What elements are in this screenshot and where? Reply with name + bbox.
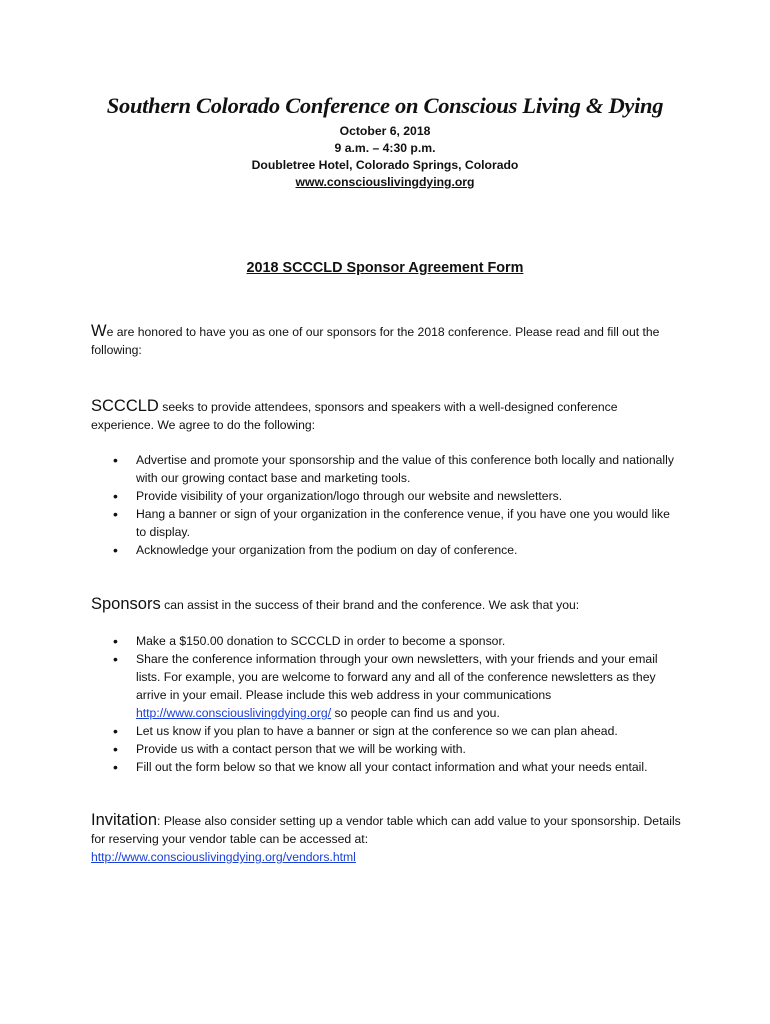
list-item: • Provide us with a contact person that we will be working with. — [91, 740, 681, 758]
list-item: • Let us know if you plan to have a banner or sign at the conference so we can plan ahead. — [91, 722, 681, 740]
list-item — [91, 650, 681, 722]
event-website[interactable]: www.consciouslivingdying.org — [295, 175, 475, 189]
intro-lead: W — [91, 322, 107, 340]
list-item-text: Share the conference information through your own newsletters, with your friends and your email lists. For example, you are welcome to forward any and all of the conference newsletters as they arrive in your email. Please include this web address in your communications — [136, 652, 658, 702]
intro-text: e are honored to have you as one of our sponsors for the 2018 conference. Please read and fill out the following: — [91, 325, 660, 357]
list-item: • Make a $150.00 donation to SCCCLD in order to become a sponsor. — [91, 632, 681, 650]
list-item: • Provide visibility of your organization/logo through our website and newsletters. — [91, 487, 681, 505]
list-item: • Advertise and promote your sponsorship and the value of this conference both locally and nationally with our growing contact base and marketing tools. — [91, 451, 681, 487]
sponsors-list — [91, 632, 681, 776]
scccld-text: seeks to provide attendees, sponsors and speakers with a well-designed conference experience. We agree to do the following: — [91, 400, 618, 432]
list-item: • Hang a banner or sign of your organization in the conference venue, if you have one you would like to display. — [91, 505, 681, 541]
event-time: 9 a.m. – 4:30 p.m. — [334, 141, 436, 155]
scccld-paragraph — [91, 397, 681, 434]
sponsors-text: can assist in the success of their brand and the conference. We ask that you: — [160, 598, 580, 612]
invitation-lead: Invitation — [91, 811, 158, 829]
sponsors-paragraph — [91, 595, 681, 614]
list-item: • Acknowledge your organization from the podium on day of conference. — [91, 541, 681, 559]
scccld-lead: SCCCLD — [91, 397, 159, 415]
vendors-link[interactable]: http://www.consciouslivingdying.org/vendors.html — [91, 850, 356, 864]
intro-paragraph — [91, 322, 681, 359]
scccld-list — [91, 451, 681, 559]
website-link[interactable]: http://www.consciouslivingdying.org/ — [136, 706, 332, 720]
document-title: Southern Colorado Conference on Conscious Living & Dying — [106, 93, 664, 118]
form-title: 2018 SCCCLD Sponsor Agreement Form — [246, 260, 524, 276]
event-date: October 6, 2018 — [339, 124, 431, 138]
invitation-text: : Please also consider setting up a vendor table which can add value to your sponsorship. Details for reserving your vendor table can be accessed at: — [91, 814, 681, 846]
list-item-tail: so people can find us and you. — [331, 706, 500, 720]
list-item: • Fill out the form below so that we know all your contact information and what your needs entail. — [91, 758, 681, 776]
sponsors-lead: Sponsors — [91, 595, 161, 613]
event-details — [0, 123, 770, 191]
invitation-paragraph — [91, 811, 681, 866]
event-venue: Doubletree Hotel, Colorado Springs, Colorado — [251, 158, 519, 172]
